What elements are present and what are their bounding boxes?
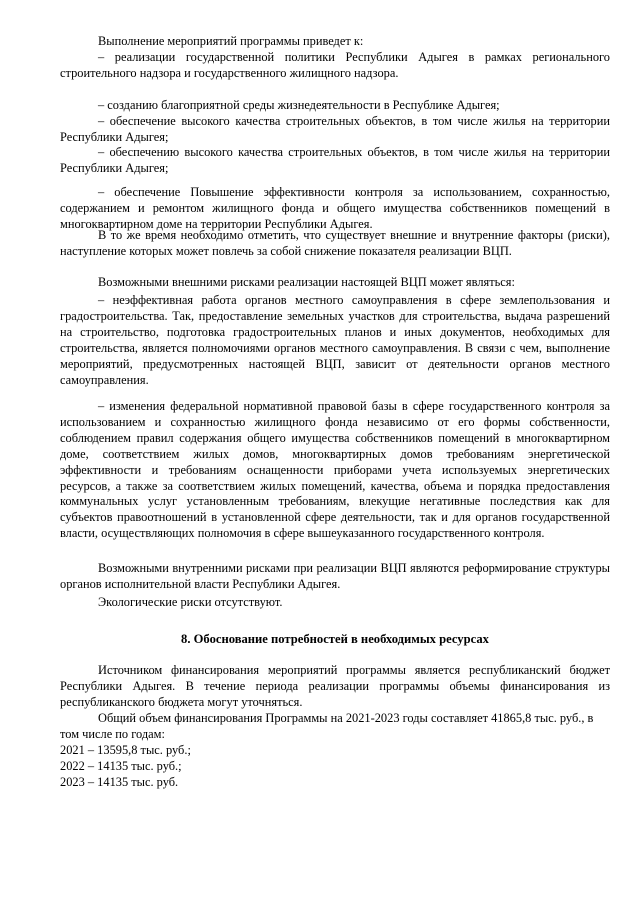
result-item: – созданию благоприятной среды жизнедеятельности в Республике Адыгея; <box>98 98 500 112</box>
ecological-risks-paragraph: Экологические риски отсутствуют. <box>98 595 283 609</box>
risks-intro-paragraph: В то же время необходимо отметить, что существует внешние и внутренние факторы (риски), наступление которых может повлечь за собой снижение показателя реализации ВЦП. <box>60 228 610 258</box>
funding-year-line: 2021 – 13595,8 тыс. руб.; <box>60 743 191 757</box>
intro-paragraph: Выполнение мероприятий программы приведет к: <box>98 34 364 48</box>
external-risks-intro: Возможными внешними рисками реализации настоящей ВЦП может являться: <box>98 275 515 289</box>
funding-year-line: 2022 – 14135 тыс. руб.; <box>60 759 182 773</box>
funding-total-paragraph: Общий объем финансирования Программы на 2021-2023 годы составляет 41865,8 тыс. руб., в том числе по годам: <box>60 711 594 741</box>
result-item: – обеспечение Повышение эффективности контроля за использованием, сохранностью, содержанием и ремонтом жилищного фонда и общего имущества собственников помещений в многоквартирном доме на территории Республики Адыгея. <box>60 185 610 231</box>
external-risk-item: – неэффективная работа органов местного самоуправления в сфере землепользования и градостроительства. Так, предоставление земельных участков для строительства, выдача разрешений на строительство, подготовка градостроительных планов и иных документов, необходимых для строительства, является полномочиями органов местного самоуправления. В связи с чем, выполнение мероприятий, предусмотренных настоящей ВЦП, зависит от деятельности органов местного самоуправления. <box>60 293 610 387</box>
result-item: – обеспечению высокого качества строительных объектов, в том числе жилья на территории Республики Адыгея; <box>60 145 610 175</box>
section-title: 8. Обоснование потребностей в необходимых ресурсах <box>181 632 489 646</box>
funding-year-line: 2023 – 14135 тыс. руб. <box>60 775 179 789</box>
internal-risks-paragraph: Возможными внутренними рисками при реализации ВЦП являются реформирование структуры органов исполнительной власти Республики Адыгея. <box>60 561 610 591</box>
result-item: – реализации государственной политики Республики Адыгея в рамках регионального строительного надзора и государственного жилищного надзора. <box>60 50 610 80</box>
result-item: – обеспечение высокого качества строительных объектов, в том числе жилья на территории Республики Адыгея; <box>60 114 610 144</box>
funding-source-paragraph: Источником финансирования мероприятий программы является республиканский бюджет Республики Адыгея. В течение периода реализации программы объемы финансирования из республиканского бюджета могут уточняться. <box>60 663 610 709</box>
external-risk-item: – изменения федеральной нормативной правовой базы в сфере государственного контроля за использованием и сохранностью жилищного фонда независимо от его формы собственности, соблюдением правил содержания общего имущества собственников помещений в многоквартирном доме, соответствием жилых домов, многоквартирных домов требованиям энергетической эффективности и требованиям оснащенности приборами учета используемых энергетических ресурсов, а также за соответствием жилых помещений, качества, объема и порядка предоставления коммунальных услуг установленным требованиям, влекущие негативные последствия как для субъектов правоотношений в установленной сфере деятельности, так и для органов государственной власти, осуществляющих полномочия в сфере вышеуказанного государственного контроля. <box>60 399 610 541</box>
